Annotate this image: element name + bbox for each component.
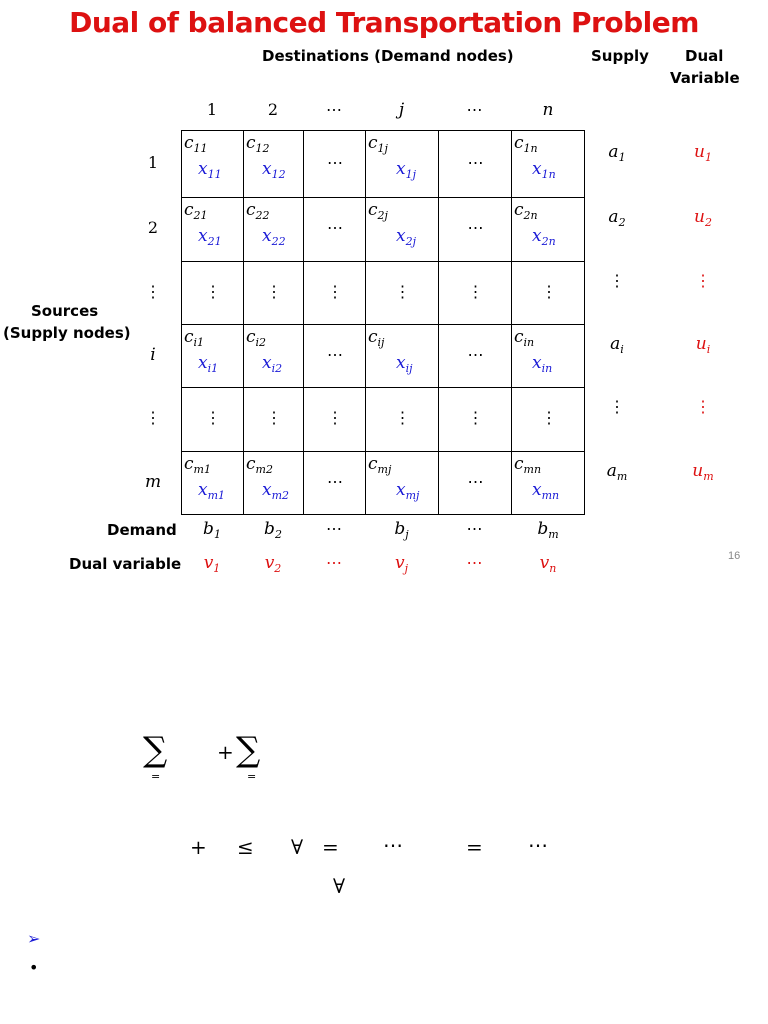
cost-coefficient: $c_{m2}$	[246, 454, 273, 476]
demand-value: $b_j$	[394, 519, 409, 541]
decision-variable: $x_{12}$	[262, 159, 286, 181]
decision-variable: $x_{1n}$	[532, 159, 556, 181]
cost-coefficient: $c_{ij}$	[368, 327, 385, 349]
ellipsis-cell-text: ⋮	[205, 281, 221, 301]
ellipsis-cell-text: ⋯	[467, 344, 484, 364]
cost-coefficient: $c_{12}$	[246, 133, 270, 155]
ellipsis-cell-text: ⋯	[467, 152, 484, 172]
demand-value: $b_2$	[264, 519, 282, 541]
ellipsis-cell-text: ⋯	[327, 152, 343, 172]
table-cell	[366, 388, 439, 452]
cost-coefficient: $c_{2j}$	[368, 200, 388, 222]
decision-variable: $x_{mn}$	[532, 480, 560, 502]
supply-value: ⋮	[609, 270, 625, 290]
supply-header: Supply	[591, 47, 649, 65]
table-cell	[512, 198, 586, 262]
ellipsis-cell-text: ⋯	[327, 218, 343, 237]
decision-variable: $x_{m1}$	[198, 480, 226, 502]
decision-variable: $x_{ij}$	[396, 353, 413, 375]
decision-variable: $x_{i2}$	[262, 353, 283, 375]
decision-variable: $x_{11}$	[198, 159, 222, 181]
table-cell	[366, 325, 439, 388]
constraint-plus: +	[190, 835, 207, 859]
dual-variable-header-line1: Dual	[685, 47, 724, 65]
table-cell	[304, 198, 366, 262]
ellipsis-cell-text: ⋮	[541, 281, 557, 301]
dual-v-value: ⋯	[466, 553, 483, 572]
dual-u-value: ⋮	[695, 270, 711, 290]
table-cell	[182, 262, 244, 325]
dual-u-value: $u_m$	[692, 461, 714, 483]
decision-variable: $x_{m2}$	[262, 480, 290, 502]
decision-variable: $x_{21}$	[198, 226, 222, 248]
slide-title: Dual of balanced Transportation Problem	[69, 6, 699, 39]
table-cell	[304, 452, 366, 516]
table-cell	[304, 262, 366, 325]
dual-v-value: $v_j$	[394, 553, 409, 575]
table-cell	[366, 198, 439, 262]
sum-symbol-1: ∑	[143, 730, 168, 770]
constraint-forall-2: ∀	[333, 874, 346, 898]
column-label: ⋯	[466, 100, 483, 119]
table-cell	[182, 388, 244, 452]
ellipsis-cell-text: ⋮	[394, 408, 411, 427]
plus-sign: +	[217, 740, 234, 764]
demand-value: $b_m$	[537, 519, 559, 541]
dual-u-value: $u_1$	[694, 141, 712, 164]
cost-coefficient: $c_{m1}$	[184, 454, 211, 476]
decision-variable: $x_{i1}$	[198, 353, 219, 375]
decision-variable: $x_{mj}$	[396, 480, 420, 502]
table-cell	[244, 452, 304, 516]
column-label: 2	[267, 100, 279, 119]
table-cell	[182, 325, 244, 388]
table-cell	[244, 131, 304, 198]
ellipsis-cell-text: ⋮	[394, 281, 411, 301]
table-cell	[182, 452, 244, 516]
cost-coefficient: $c_{in}$	[514, 327, 535, 349]
cost-coefficient: $c_{i1}$	[184, 327, 205, 349]
ellipsis-cell-text: ⋯	[327, 344, 343, 364]
ellipsis-cell-text: ⋮	[327, 408, 343, 427]
table-cell	[439, 325, 512, 388]
sum-index-eq-1: =	[151, 770, 161, 783]
decision-variable: $x_{1j}$	[396, 159, 417, 181]
table-cell	[512, 131, 586, 198]
sum-index-eq-2: =	[247, 770, 257, 783]
table-cell	[366, 131, 439, 198]
ellipsis-cell-text: ⋮	[327, 281, 343, 301]
cost-coefficient: $c_{21}$	[184, 200, 208, 222]
cost-coefficient: $c_{mn}$	[514, 454, 542, 476]
table-cell	[244, 198, 304, 262]
ellipsis-cell-text: ⋯	[467, 218, 484, 237]
decision-variable: $x_{2n}$	[532, 226, 556, 248]
table-cell	[304, 131, 366, 198]
demand-row-label: Demand	[107, 521, 177, 539]
table-cell	[244, 388, 304, 452]
cost-coefficient: $c_{1j}$	[368, 133, 388, 155]
row-label: 2	[147, 218, 159, 237]
cost-coefficient: $c_{1n}$	[514, 133, 538, 155]
supply-value: $a_i$	[610, 333, 624, 356]
destinations-header: Destinations (Demand nodes)	[262, 47, 514, 65]
supply-value: $a_1$	[608, 141, 626, 164]
cost-coefficient: $c_{22}$	[246, 200, 270, 222]
table-cell	[366, 262, 439, 325]
column-label: n	[542, 100, 554, 120]
table-cell	[439, 131, 512, 198]
ellipsis-cell-text: ⋮	[467, 281, 484, 301]
row-label: i	[150, 344, 156, 365]
dual-v-value: $v_n$	[539, 553, 557, 575]
cost-coefficient: $c_{mj}$	[368, 454, 392, 476]
dual-v-value: ⋯	[326, 553, 342, 572]
table-cell	[304, 325, 366, 388]
row-label: ⋮	[145, 408, 161, 427]
supply-value: $a_m$	[606, 461, 628, 483]
table-cell	[182, 198, 244, 262]
ellipsis-cell-text: ⋯	[327, 472, 343, 491]
row-label: ⋮	[145, 281, 161, 301]
dual-u-value: $u_i$	[695, 333, 711, 356]
demand-value: ⋯	[466, 519, 483, 538]
table-cell	[439, 388, 512, 452]
table-cell	[512, 452, 586, 516]
ellipsis-cell-text: ⋮	[266, 281, 282, 301]
ellipsis-cell-text: ⋯	[467, 472, 484, 491]
table-cell	[244, 325, 304, 388]
table-cell	[439, 262, 512, 325]
row-label: m	[144, 472, 162, 492]
sources-label-line2: (Supply nodes)	[3, 324, 131, 342]
ellipsis-cell-text: ⋮	[541, 408, 557, 427]
constraint-eq-2: =	[466, 835, 483, 859]
ellipsis-cell-text: ⋮	[266, 408, 282, 427]
table-cell	[304, 388, 366, 452]
table-cell	[182, 131, 244, 198]
table-cell	[244, 262, 304, 325]
sources-label-line1: Sources	[31, 302, 99, 320]
demand-value: $b_1$	[203, 519, 221, 541]
dot-bullet-icon: •	[29, 958, 39, 977]
supply-value: ⋮	[609, 397, 625, 416]
table-cell	[512, 388, 586, 452]
cost-coefficient: $c_{2n}$	[514, 200, 538, 222]
dual-variable-header-line2: Variable	[670, 69, 740, 87]
cost-table	[181, 130, 585, 515]
column-label: j	[398, 100, 405, 120]
demand-value: ⋯	[326, 519, 342, 538]
constraint-dots-2: ⋯	[528, 833, 548, 857]
constraint-forall: ∀	[291, 835, 304, 859]
arrow-bullet-icon: ➢	[27, 929, 41, 948]
constraint-le: ≤	[237, 835, 254, 859]
dual-v-value: $v_1$	[203, 553, 221, 575]
cost-coefficient: $c_{i2}$	[246, 327, 267, 349]
table-cell	[439, 198, 512, 262]
supply-value: $a_2$	[608, 207, 626, 229]
dual-u-value: ⋮	[695, 397, 711, 416]
sum-symbol-2: ∑	[236, 730, 261, 770]
table-cell	[512, 325, 586, 388]
table-cell	[439, 452, 512, 516]
table-cell	[512, 262, 586, 325]
decision-variable: $x_{22}$	[262, 226, 286, 248]
page-number: 16	[728, 550, 741, 562]
column-label: 1	[206, 100, 218, 119]
dual-v-value: $v_2$	[264, 553, 282, 575]
decision-variable: $x_{in}$	[532, 353, 553, 375]
ellipsis-cell-text: ⋮	[467, 408, 484, 427]
decision-variable: $x_{2j}$	[396, 226, 417, 248]
constraint-eq-1: =	[322, 835, 339, 859]
ellipsis-cell-text: ⋮	[205, 408, 221, 427]
cost-coefficient: $c_{11}$	[184, 133, 208, 155]
dual-variable-row-label: Dual variable	[69, 555, 182, 573]
table-cell	[366, 452, 439, 516]
row-label: 1	[147, 152, 159, 172]
column-label: ⋯	[326, 100, 342, 119]
constraint-dots-1: ⋯	[383, 833, 403, 857]
dual-u-value: $u_2$	[694, 207, 712, 229]
